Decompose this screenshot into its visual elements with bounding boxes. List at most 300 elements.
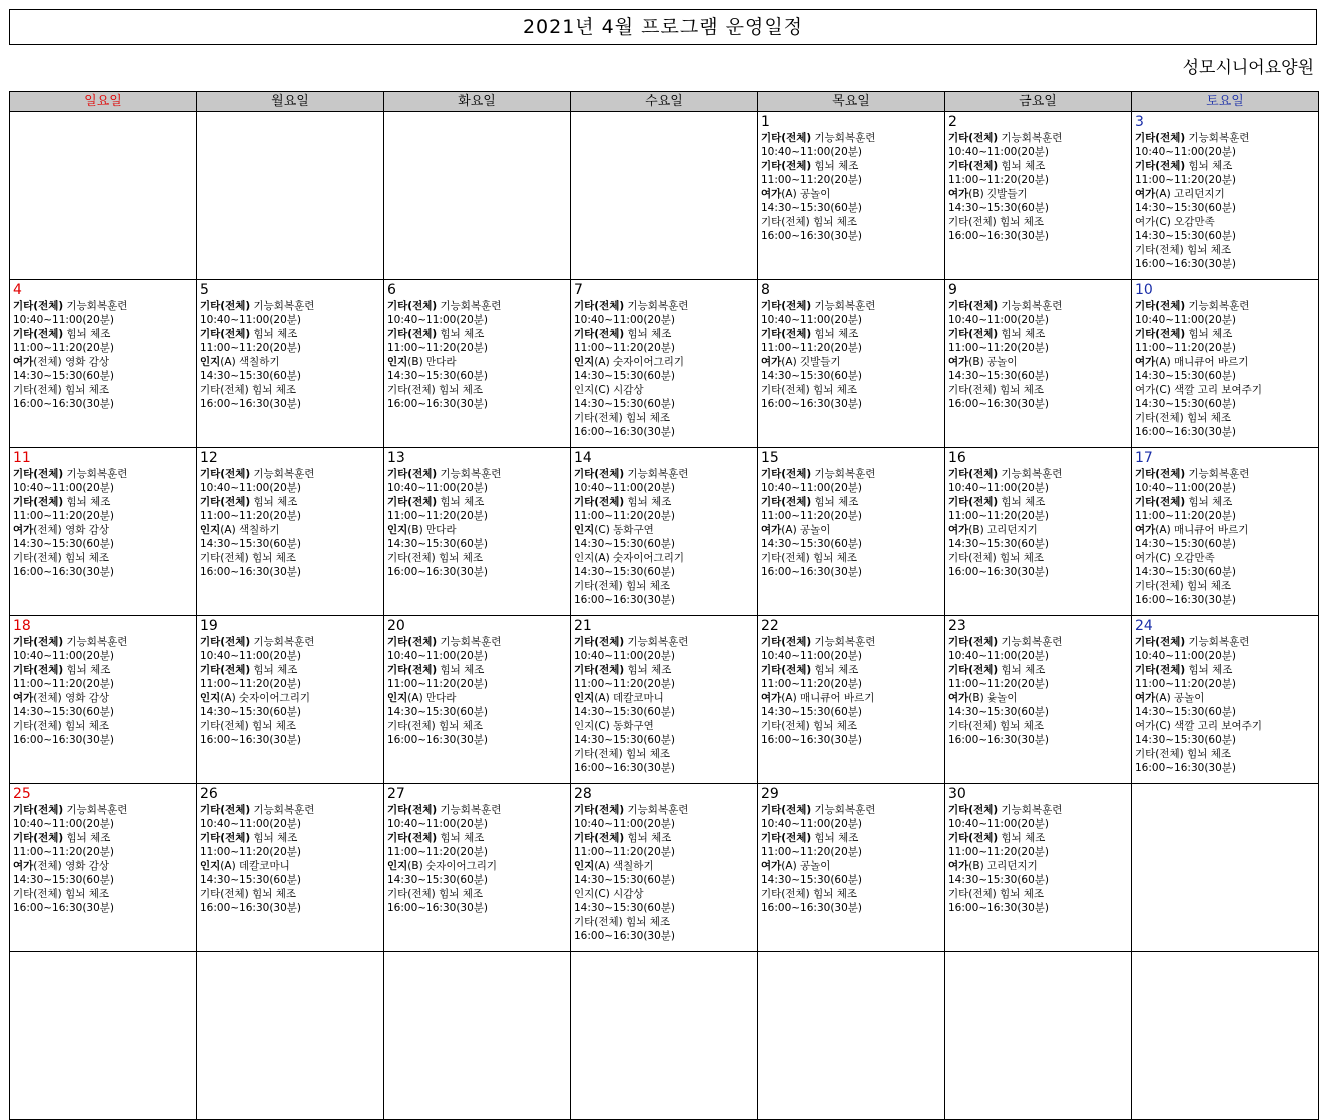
schedule-entry: [574, 565, 754, 579]
entry-text: 기능회복훈련: [437, 636, 502, 648]
schedule-entry: [1135, 383, 1315, 397]
entry-text: (전체) 영화 감상: [33, 356, 110, 368]
schedule-entry: [761, 663, 941, 677]
schedule-entry: [1135, 761, 1315, 775]
entry-text: 14:30~15:30(60분): [1135, 230, 1237, 242]
entry-text: 기능회복훈련: [998, 636, 1063, 648]
entry-text: (A) 숫자이어그리기: [594, 356, 685, 368]
entry-category: 기타(전체): [761, 496, 812, 508]
schedule-entry: [948, 817, 1128, 831]
entry-text: 14:30~15:30(60분): [1135, 538, 1237, 550]
schedule-entry: [1135, 747, 1315, 761]
entry-text: 14:30~15:30(60분): [1135, 706, 1237, 718]
entry-text: 기타(전체) 힘뇌 체조: [761, 552, 858, 564]
day-cell: [758, 784, 945, 952]
entry-category: 인지: [387, 524, 408, 536]
schedule-entry: [200, 733, 380, 747]
schedule-entry: [13, 901, 193, 915]
entry-text: 10:40~11:00(20분): [13, 650, 115, 662]
entry-category: 기타(전체): [948, 160, 999, 172]
entry-text: 10:40~11:00(20분): [1135, 650, 1237, 662]
schedule-entry: [574, 425, 754, 439]
entry-text: 10:40~11:00(20분): [574, 482, 676, 494]
entry-text: 14:30~15:30(60분): [13, 874, 115, 886]
entry-text: 힘뇌 체조: [998, 832, 1046, 844]
entry-category: 기타(전체): [761, 664, 812, 676]
entry-text: 14:30~15:30(60분): [761, 706, 863, 718]
schedule-entry: [574, 341, 754, 355]
entry-text: 힘뇌 체조: [63, 496, 111, 508]
entry-category: 기타(전체): [13, 496, 64, 508]
entry-category: 인지: [387, 860, 408, 872]
entry-text: (A) 데칼코마니: [594, 692, 664, 704]
schedule-entry: [13, 803, 193, 817]
day-cell: [197, 280, 384, 448]
schedule-entry: [1135, 523, 1315, 537]
entry-text: 10:40~11:00(20분): [761, 314, 863, 326]
schedule-entry: [948, 551, 1128, 565]
schedule-entry: [948, 369, 1128, 383]
entry-text: 기능회복훈련: [998, 132, 1063, 144]
day-number: 30: [948, 786, 966, 802]
schedule-entry: [200, 677, 380, 691]
schedule-entry: [574, 873, 754, 887]
entry-text: 기능회복훈련: [250, 804, 315, 816]
week-row: [10, 448, 1319, 616]
schedule-entry: [200, 649, 380, 663]
empty-cell: [1132, 952, 1319, 1120]
empty-cell: [10, 112, 197, 280]
schedule-entry: [200, 719, 380, 733]
entry-category: 기타(전체): [1135, 468, 1186, 480]
entry-text: 10:40~11:00(20분): [13, 482, 115, 494]
schedule-entry: [761, 733, 941, 747]
schedule-entry: [200, 551, 380, 565]
entry-text: 14:30~15:30(60분): [574, 398, 676, 410]
entry-text: 14:30~15:30(60분): [574, 566, 676, 578]
entry-text: 16:00~16:30(30분): [1135, 762, 1237, 774]
entry-category: 기타(전체): [13, 328, 64, 340]
schedule-entry: [1135, 691, 1315, 705]
schedule-entry: [1135, 187, 1315, 201]
entry-text: 힘뇌 체조: [811, 832, 859, 844]
entry-category: 여가: [1135, 524, 1156, 536]
entry-text: 11:00~11:20(20분): [387, 846, 489, 858]
entry-text: 16:00~16:30(30분): [200, 566, 302, 578]
entry-text: 14:30~15:30(60분): [761, 202, 863, 214]
entry-text: 기능회복훈련: [811, 468, 876, 480]
entry-text: 힘뇌 체조: [998, 160, 1046, 172]
entry-text: 14:30~15:30(60분): [387, 370, 489, 382]
entry-category: 기타(전체): [1135, 664, 1186, 676]
entry-text: 16:00~16:30(30분): [387, 566, 489, 578]
schedule-entry: [1135, 509, 1315, 523]
entry-text: 기능회복훈련: [624, 300, 689, 312]
schedule-entry: [1135, 565, 1315, 579]
entry-text: 16:00~16:30(30분): [200, 902, 302, 914]
schedule-entry: [574, 509, 754, 523]
entry-text: 기타(전체) 힘뇌 체조: [200, 384, 297, 396]
schedule-entry: [574, 817, 754, 831]
day-cell: [10, 280, 197, 448]
schedule-entry: [200, 537, 380, 551]
weekday-tuesday: 화요일: [384, 92, 571, 112]
schedule-entry: [387, 873, 567, 887]
entry-category: 기타(전체): [200, 664, 251, 676]
schedule-entry: [1135, 537, 1315, 551]
entry-text: (B) 공놀이: [968, 356, 1018, 368]
schedule-entry: [13, 467, 193, 481]
entry-category: 기타(전체): [948, 300, 999, 312]
schedule-entry: [948, 537, 1128, 551]
entry-text: 16:00~16:30(30분): [948, 734, 1050, 746]
schedule-entry: [574, 887, 754, 901]
entry-category: 기타(전체): [387, 832, 438, 844]
schedule-entry: [387, 341, 567, 355]
entry-text: 힘뇌 체조: [811, 496, 859, 508]
entry-text: 16:00~16:30(30분): [387, 734, 489, 746]
entry-category: 기타(전체): [200, 832, 251, 844]
entry-text: 14:30~15:30(60분): [574, 538, 676, 550]
schedule-entry: [761, 635, 941, 649]
entry-text: 10:40~11:00(20분): [13, 818, 115, 830]
schedule-calendar: [9, 91, 1319, 1120]
day-cell: [1132, 112, 1319, 280]
entry-text: 기능회복훈련: [437, 804, 502, 816]
schedule-entry: [574, 719, 754, 733]
day-number: 26: [200, 786, 218, 802]
schedule-entry: [574, 663, 754, 677]
schedule-entry: [1135, 369, 1315, 383]
weekday-wednesday: 수요일: [571, 92, 758, 112]
entry-text: 기타(전체) 힘뇌 체조: [761, 720, 858, 732]
day-number: 10: [1135, 282, 1153, 298]
entry-category: 인지: [387, 356, 408, 368]
schedule-entry: [948, 677, 1128, 691]
schedule-entry: [200, 873, 380, 887]
entry-text: 11:00~11:20(20분): [948, 342, 1050, 354]
schedule-entry: [387, 565, 567, 579]
schedule-entry: [1135, 215, 1315, 229]
entry-text: 기능회복훈련: [63, 468, 128, 480]
entry-text: (전체) 영화 감상: [33, 692, 110, 704]
entry-text: 기능회복훈련: [437, 468, 502, 480]
entry-text: 14:30~15:30(60분): [1135, 370, 1237, 382]
entry-text: 11:00~11:20(20분): [13, 342, 115, 354]
day-cell: [571, 784, 758, 952]
day-cell: [571, 616, 758, 784]
schedule-entry: [574, 677, 754, 691]
entry-category: 기타(전체): [761, 468, 812, 480]
entry-text: 14:30~15:30(60분): [1135, 566, 1237, 578]
schedule-entry: [948, 397, 1128, 411]
entry-text: 인지(C) 시감상: [574, 384, 644, 396]
entry-category: 기타(전체): [1135, 636, 1186, 648]
entry-text: 기타(전체) 힘뇌 체조: [1135, 580, 1232, 592]
schedule-entry: [574, 327, 754, 341]
entry-text: 14:30~15:30(60분): [761, 874, 863, 886]
schedule-entry: [948, 313, 1128, 327]
schedule-entry: [1135, 551, 1315, 565]
schedule-entry: [761, 803, 941, 817]
entry-text: 힘뇌 체조: [1185, 160, 1233, 172]
schedule-entry: [13, 341, 193, 355]
schedule-entry: [761, 229, 941, 243]
entry-text: 10:40~11:00(20분): [948, 146, 1050, 158]
entry-text: 힘뇌 체조: [624, 832, 672, 844]
entry-category: 여가: [13, 524, 34, 536]
schedule-entry: [387, 537, 567, 551]
entry-text: 인지(A) 숫자이어그리기: [574, 552, 685, 564]
entry-text: 16:00~16:30(30분): [13, 398, 115, 410]
entry-text: 기능회복훈련: [624, 804, 689, 816]
entry-text: 힘뇌 체조: [437, 496, 485, 508]
entry-text: 기타(전체) 힘뇌 체조: [948, 720, 1045, 732]
entry-category: 기타(전체): [761, 804, 812, 816]
schedule-entry: [387, 649, 567, 663]
entry-category: 여가: [761, 692, 782, 704]
entry-text: 기능회복훈련: [998, 300, 1063, 312]
schedule-entry: [948, 887, 1128, 901]
day-cell: [197, 616, 384, 784]
schedule-entry: [948, 705, 1128, 719]
schedule-entry: [200, 355, 380, 369]
entry-text: 11:00~11:20(20분): [387, 342, 489, 354]
day-number: 9: [948, 282, 957, 298]
schedule-entry: [1135, 229, 1315, 243]
entry-category: 여가: [13, 356, 34, 368]
schedule-entry: [948, 691, 1128, 705]
empty-cell: [384, 952, 571, 1120]
entry-text: 14:30~15:30(60분): [761, 370, 863, 382]
entry-text: 10:40~11:00(20분): [387, 818, 489, 830]
day-number: 18: [13, 618, 31, 634]
schedule-entry: [761, 677, 941, 691]
weekday-friday: 금요일: [945, 92, 1132, 112]
entry-text: 기능회복훈련: [811, 636, 876, 648]
entry-category: 기타(전체): [200, 636, 251, 648]
schedule-entry: [948, 355, 1128, 369]
entry-text: 여가(C) 오감만족: [1135, 552, 1215, 564]
entry-text: 기타(전체) 힘뇌 체조: [948, 888, 1045, 900]
entry-text: 10:40~11:00(20분): [948, 818, 1050, 830]
schedule-entry: [761, 299, 941, 313]
entry-text: 14:30~15:30(60분): [1135, 398, 1237, 410]
entry-text: 힘뇌 체조: [250, 664, 298, 676]
week-row: [10, 112, 1319, 280]
schedule-entry: [948, 733, 1128, 747]
entry-text: 힘뇌 체조: [63, 328, 111, 340]
schedule-entry: [387, 663, 567, 677]
entry-category: 여가: [13, 692, 34, 704]
entry-text: 14:30~15:30(60분): [948, 874, 1050, 886]
entry-text: 10:40~11:00(20분): [200, 314, 302, 326]
schedule-entry: [387, 355, 567, 369]
entry-text: 힘뇌 체조: [437, 328, 485, 340]
schedule-entry: [761, 397, 941, 411]
schedule-entry: [13, 831, 193, 845]
schedule-entry: [761, 313, 941, 327]
entry-text: 11:00~11:20(20분): [948, 510, 1050, 522]
schedule-entry: [387, 551, 567, 565]
schedule-entry: [761, 145, 941, 159]
entry-text: 기타(전체) 힘뇌 체조: [200, 720, 297, 732]
schedule-entry: [200, 887, 380, 901]
schedule-entry: [574, 299, 754, 313]
schedule-entry: [387, 733, 567, 747]
entry-category: 기타(전체): [387, 636, 438, 648]
entry-text: (A) 만다라: [407, 692, 457, 704]
entry-category: 기타(전체): [387, 496, 438, 508]
entry-text: 기타(전체) 힘뇌 체조: [1135, 244, 1232, 256]
entry-category: 기타(전체): [948, 328, 999, 340]
entry-category: 기타(전체): [200, 328, 251, 340]
entry-category: 여가: [13, 860, 34, 872]
schedule-entry: [574, 383, 754, 397]
entry-text: (B) 고리던지기: [968, 524, 1038, 536]
entry-text: 11:00~11:20(20분): [200, 846, 302, 858]
entry-category: 인지: [387, 692, 408, 704]
schedule-entry: [948, 495, 1128, 509]
entry-text: 기타(전체) 힘뇌 체조: [1135, 748, 1232, 760]
empty-cell: [571, 112, 758, 280]
entry-text: (A) 깃발들기: [781, 356, 841, 368]
entry-text: (B) 윷놀이: [968, 692, 1018, 704]
schedule-entry: [13, 677, 193, 691]
entry-category: 인지: [200, 692, 221, 704]
schedule-entry: [387, 313, 567, 327]
schedule-entry: [387, 383, 567, 397]
entry-text: 힘뇌 체조: [250, 832, 298, 844]
entry-text: 10:40~11:00(20분): [761, 818, 863, 830]
schedule-entry: [574, 495, 754, 509]
entry-text: 기타(전체) 힘뇌 체조: [948, 552, 1045, 564]
entry-category: 기타(전체): [948, 468, 999, 480]
entry-text: 기능회복훈련: [1185, 468, 1250, 480]
entry-text: 인지(C) 동화구연: [574, 720, 654, 732]
schedule-entry: [1135, 719, 1315, 733]
schedule-entry: [948, 663, 1128, 677]
entry-text: 14:30~15:30(60분): [948, 706, 1050, 718]
entry-text: 힘뇌 체조: [998, 328, 1046, 340]
schedule-entry: [574, 467, 754, 481]
day-number: 4: [13, 282, 22, 298]
schedule-entry: [761, 691, 941, 705]
schedule-entry: [761, 495, 941, 509]
entry-text: 기타(전체) 힘뇌 체조: [761, 384, 858, 396]
day-cell: [10, 448, 197, 616]
entry-text: (A) 색칠하기: [594, 860, 654, 872]
schedule-entry: [13, 551, 193, 565]
schedule-entry: [761, 369, 941, 383]
entry-text: 14:30~15:30(60분): [387, 706, 489, 718]
schedule-entry: [1135, 299, 1315, 313]
entry-category: 기타(전체): [200, 300, 251, 312]
schedule-entry: [200, 481, 380, 495]
entry-text: 여가(C) 오감만족: [1135, 216, 1215, 228]
schedule-entry: [761, 383, 941, 397]
entry-text: 14:30~15:30(60분): [200, 370, 302, 382]
day-number: 6: [387, 282, 396, 298]
schedule-entry: [387, 635, 567, 649]
schedule-entry: [200, 341, 380, 355]
day-cell: [945, 112, 1132, 280]
schedule-entry: [387, 719, 567, 733]
schedule-entry: [13, 649, 193, 663]
schedule-entry: [387, 467, 567, 481]
entry-text: 11:00~11:20(20분): [761, 678, 863, 690]
entry-text: 기타(전체) 힘뇌 체조: [387, 720, 484, 732]
entry-category: 여가: [948, 860, 969, 872]
entry-text: (A) 색칠하기: [220, 524, 280, 536]
schedule-entry: [574, 635, 754, 649]
schedule-entry: [1135, 733, 1315, 747]
entry-text: (B) 깃발들기: [968, 188, 1028, 200]
schedule-entry: [761, 705, 941, 719]
entry-text: 14:30~15:30(60분): [761, 538, 863, 550]
schedule-entry: [761, 481, 941, 495]
entry-category: 기타(전체): [761, 636, 812, 648]
entry-text: 10:40~11:00(20분): [948, 650, 1050, 662]
schedule-entry: [948, 719, 1128, 733]
entry-text: 11:00~11:20(20분): [761, 174, 863, 186]
schedule-entry: [761, 327, 941, 341]
schedule-entry: [387, 705, 567, 719]
entry-category: 기타(전체): [574, 636, 625, 648]
entry-category: 여가: [948, 188, 969, 200]
day-number: 11: [13, 450, 31, 466]
schedule-entry: [574, 579, 754, 593]
schedule-entry: [948, 859, 1128, 873]
schedule-entry: [200, 467, 380, 481]
schedule-entry: [200, 327, 380, 341]
entry-text: 10:40~11:00(20분): [200, 650, 302, 662]
schedule-entry: [948, 299, 1128, 313]
schedule-entry: [1135, 257, 1315, 271]
schedule-entry: [200, 845, 380, 859]
entry-category: 기타(전체): [574, 664, 625, 676]
entry-text: 16:00~16:30(30분): [1135, 258, 1237, 270]
day-cell: [758, 616, 945, 784]
schedule-entry: [13, 481, 193, 495]
entry-text: 기타(전체) 힘뇌 체조: [387, 384, 484, 396]
entry-text: 힘뇌 체조: [624, 664, 672, 676]
schedule-entry: [948, 565, 1128, 579]
schedule-entry: [761, 509, 941, 523]
entry-text: 14:30~15:30(60분): [948, 538, 1050, 550]
entry-category: 여가: [948, 524, 969, 536]
schedule-entry: [761, 187, 941, 201]
week-row: [10, 280, 1319, 448]
entry-text: 16:00~16:30(30분): [761, 902, 863, 914]
entry-text: 16:00~16:30(30분): [1135, 426, 1237, 438]
entry-text: (전체) 영화 감상: [33, 524, 110, 536]
entry-text: 10:40~11:00(20분): [200, 818, 302, 830]
entry-text: 14:30~15:30(60분): [574, 706, 676, 718]
entry-category: 기타(전체): [574, 832, 625, 844]
entry-text: 힘뇌 체조: [1185, 496, 1233, 508]
schedule-entry: [13, 733, 193, 747]
entry-text: (B) 만다라: [407, 356, 457, 368]
schedule-entry: [761, 173, 941, 187]
entry-category: 여가: [761, 356, 782, 368]
entry-text: (A) 고리던지기: [1155, 188, 1225, 200]
day-cell: [1132, 448, 1319, 616]
entry-category: 기타(전체): [387, 468, 438, 480]
schedule-entry: [574, 355, 754, 369]
entry-category: 기타(전체): [574, 496, 625, 508]
entry-text: 11:00~11:20(20분): [13, 510, 115, 522]
